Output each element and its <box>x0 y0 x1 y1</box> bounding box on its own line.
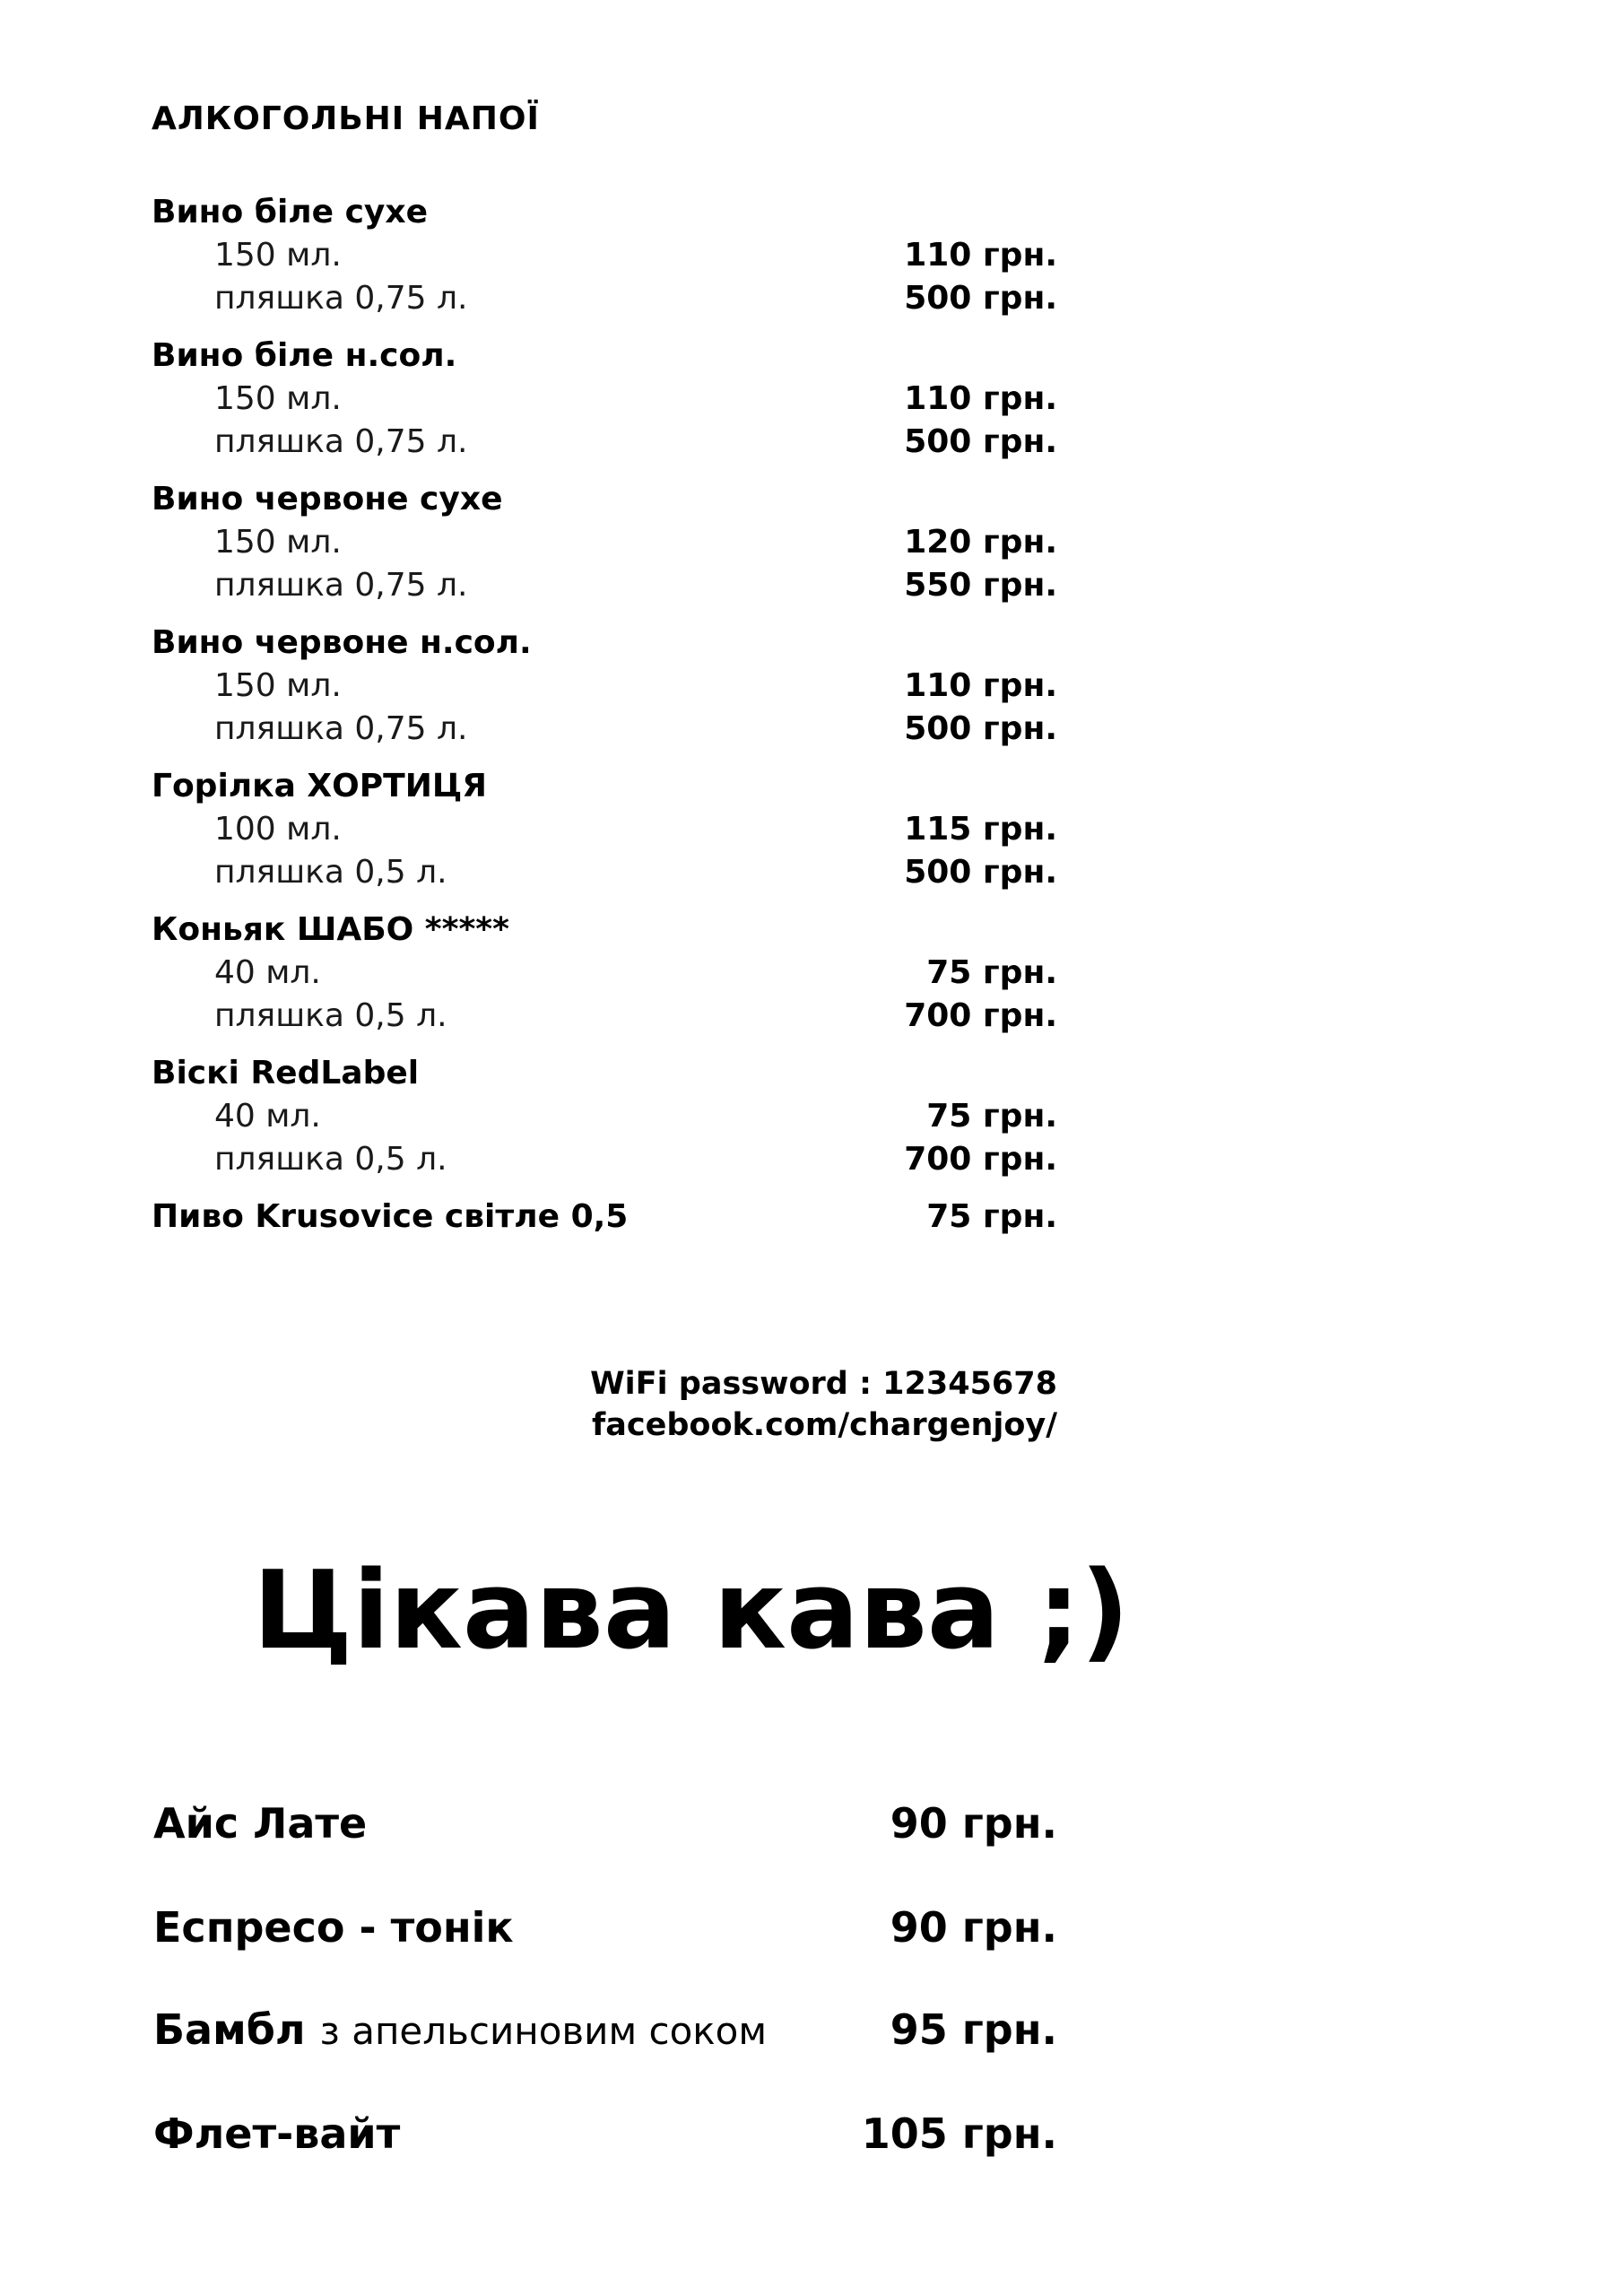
menu-variant-price: 115 грн. <box>904 811 1057 848</box>
menu-variant-price: 120 грн. <box>904 524 1057 561</box>
menu-item-name: Вино біле н.сол. <box>152 337 457 374</box>
menu-variant-price: 550 грн. <box>904 567 1057 604</box>
coffee-item-price: 105 грн. <box>861 2109 1057 2158</box>
menu-variant-price: 700 грн. <box>904 997 1057 1034</box>
menu-item-name: Пиво Krusovice світле 0,5 <box>152 1198 629 1235</box>
coffee-item-name: Флет-вайт <box>153 2109 401 2158</box>
coffee-item-name: Еспресо - тонік <box>153 1903 514 1952</box>
coffee-item-price: 90 грн. <box>890 1903 1057 1952</box>
menu-variant-price: 500 грн. <box>904 423 1057 460</box>
menu-variant-label: 40 мл. <box>214 1098 321 1135</box>
menu-variant-label: пляшка 0,75 л. <box>214 280 468 317</box>
menu-variant-price: 500 грн. <box>904 280 1057 317</box>
menu-item-name: Горілка ХОРТИЦЯ <box>152 768 487 804</box>
menu-variant-price: 110 грн. <box>904 237 1057 274</box>
menu-variant-label: пляшка 0,5 л. <box>214 854 447 891</box>
coffee-item-name: Айс Лате <box>153 1799 368 1848</box>
wifi-password: WiFi password : 12345678 <box>590 1366 1057 1402</box>
menu-variant-price: 110 грн. <box>904 380 1057 417</box>
coffee-section-title: Цікава кава ;) <box>253 1549 1130 1674</box>
coffee-item-name: Бамбл <box>153 2005 306 2054</box>
menu-variant-label: пляшка 0,5 л. <box>214 1141 447 1178</box>
menu-variant-label: пляшка 0,75 л. <box>214 567 468 604</box>
menu-variant-label: 100 мл. <box>214 811 342 848</box>
menu-variant-price: 110 грн. <box>904 667 1057 704</box>
menu-item-name: Вино біле сухе <box>152 194 429 230</box>
menu-item-name: Коньяк ШАБО ***** <box>152 911 509 948</box>
coffee-item-price: 90 грн. <box>890 1799 1057 1848</box>
menu-variant-label: 150 мл. <box>214 524 342 561</box>
coffee-item-price: 95 грн. <box>890 2005 1057 2054</box>
menu-item-name: Віскі RedLabel <box>152 1055 420 1091</box>
alcohol-section-title: АЛКОГОЛЬНІ НАПОЇ <box>152 100 540 137</box>
menu-variant-label: 40 мл. <box>214 954 321 991</box>
menu-variant-price: 75 грн. <box>926 954 1057 991</box>
menu-variant-label: 150 мл. <box>214 667 342 704</box>
menu-variant-price: 500 грн. <box>904 710 1057 747</box>
menu-variant-price: 700 грн. <box>904 1141 1057 1178</box>
menu-variant-price: 500 грн. <box>904 854 1057 891</box>
menu-variant-label: пляшка 0,75 л. <box>214 710 468 747</box>
menu-variant-price: 75 грн. <box>926 1098 1057 1135</box>
facebook-link: facebook.com/chargenjoy/ <box>592 1407 1057 1443</box>
coffee-item <box>153 2005 767 2054</box>
menu-item-price: 75 грн. <box>926 1198 1057 1235</box>
menu-variant-label: 150 мл. <box>214 380 342 417</box>
menu-variant-label: пляшка 0,5 л. <box>214 997 447 1034</box>
menu-variant-label: 150 мл. <box>214 237 342 274</box>
menu-item-name: Вино червоне сухе <box>152 481 503 517</box>
menu-item-name: Вино червоне н.сол. <box>152 624 532 661</box>
menu-variant-label: пляшка 0,75 л. <box>214 423 468 460</box>
coffee-item-description: з апельсиновим соком <box>319 2009 768 2053</box>
